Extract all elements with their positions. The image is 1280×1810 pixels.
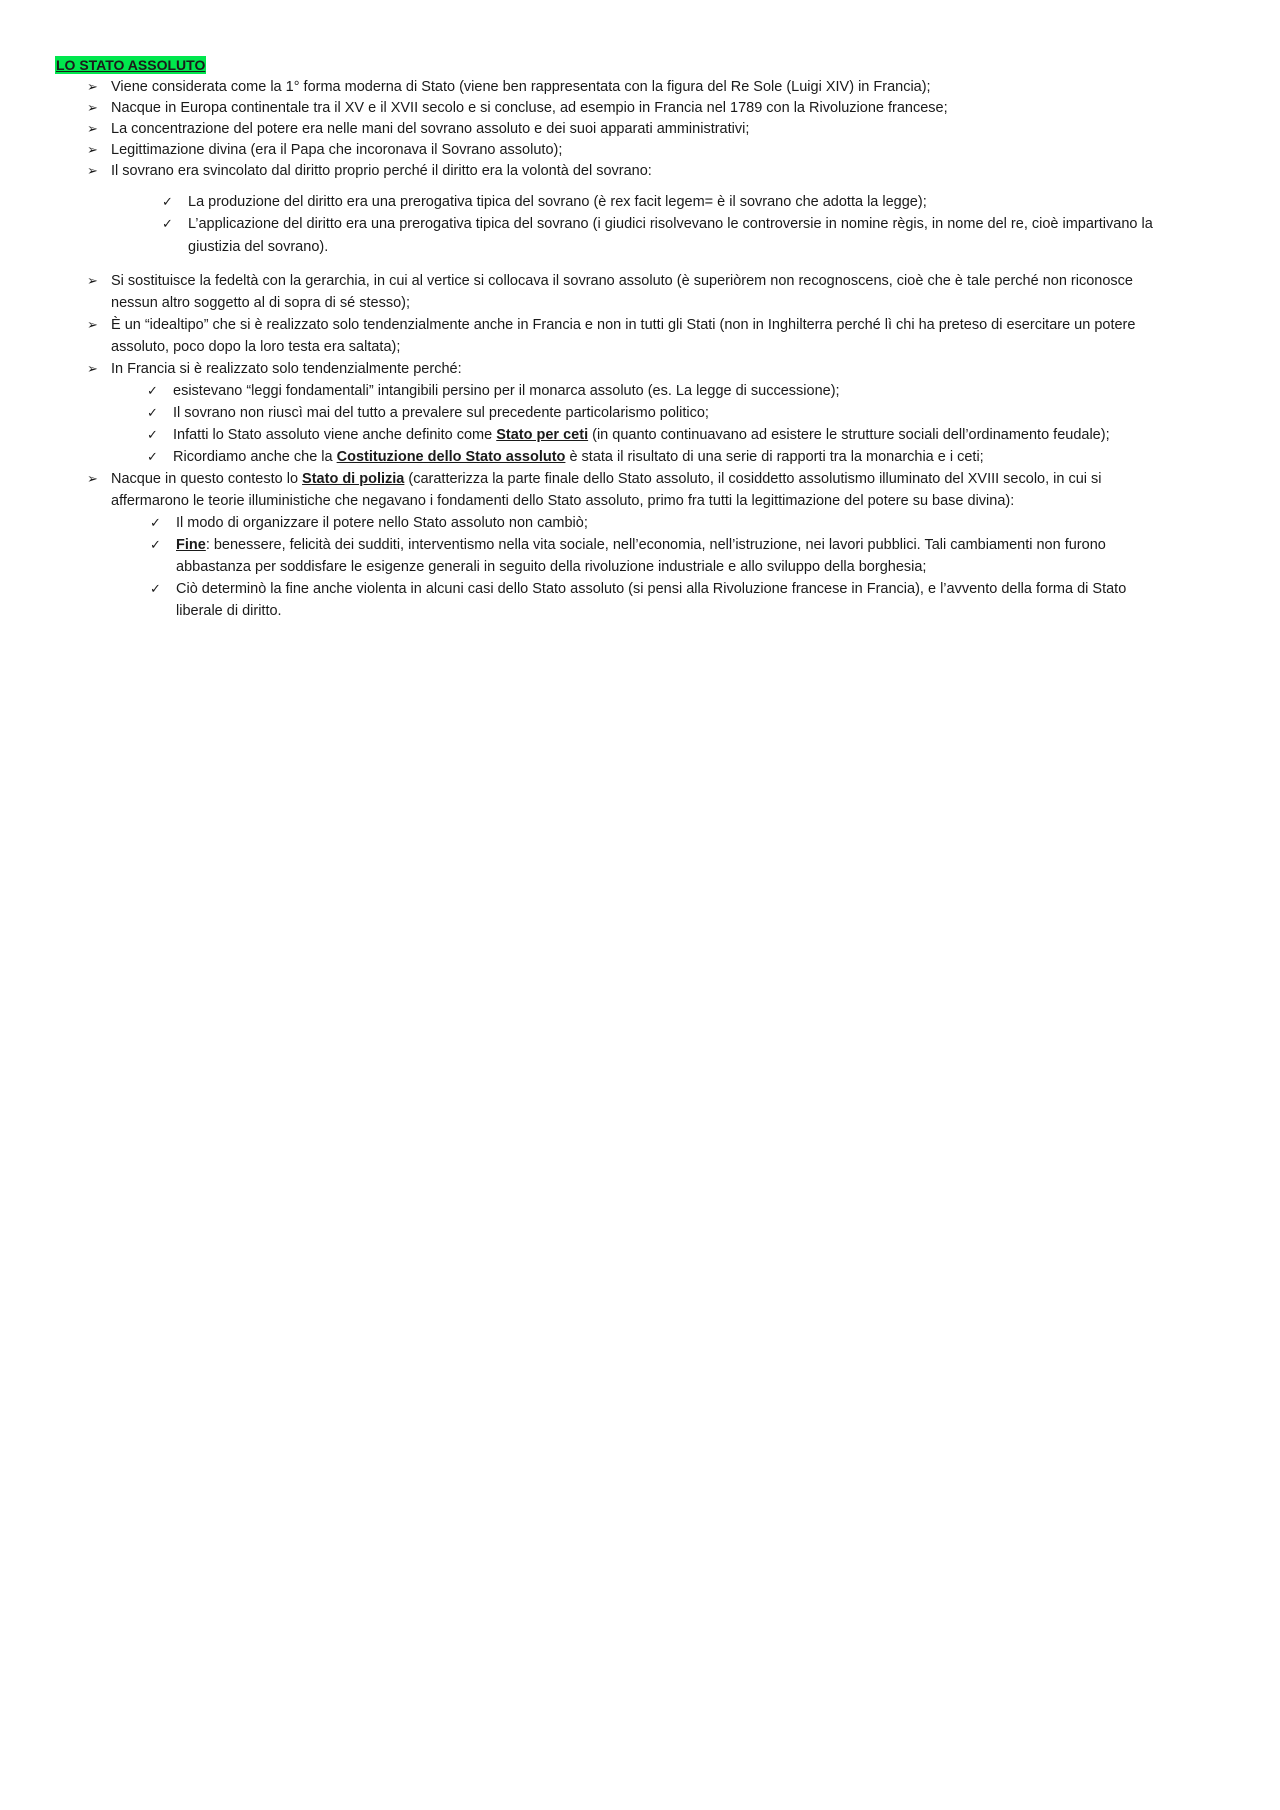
list-item-text: Legittimazione divina (era il Papa che incoronava il Sovrano assoluto); xyxy=(111,142,563,158)
list-item-text: : benessere, felicità dei sudditi, interventismo nella vita sociale, nell’economia, nell’istruzione, nei lavori pubblici. Tali cambiamenti non furono xyxy=(205,537,1106,553)
sub-list-item xyxy=(150,578,1127,600)
list-item xyxy=(87,314,1136,336)
list-item xyxy=(87,97,948,119)
list-item-text: (caratterizza la parte finale dello Stato assoluto, il cosiddetto assolutismo illuminato del XVIII secolo, in cui si xyxy=(404,471,1102,487)
list-item xyxy=(87,358,462,380)
arrow-bullet-icon: ➢ xyxy=(87,142,98,157)
list-item-text: La concentrazione del potere era nelle mani del sovrano assoluto e dei suoi apparati amministrativi; xyxy=(111,121,750,137)
highlight-term-stato-di-polizia: Stato di polizia xyxy=(302,471,405,487)
list-item xyxy=(87,160,652,182)
list-item-text: Il sovrano era svincolato dal diritto proprio perché il diritto era la volontà del sovrano: xyxy=(111,163,652,179)
list-item-text: esistevano “leggi fondamentali” intangibili persino per il monarca assoluto (es. La legge di successione); xyxy=(173,383,840,399)
sub-list-item xyxy=(147,424,1110,446)
sub-list-item xyxy=(150,512,588,534)
sub-list-item xyxy=(162,191,927,213)
list-item-continuation: abbastanza per soddisfare le esigenze generali in seguito della rivoluzione industriale e allo sviluppo della borghesia; xyxy=(176,559,927,575)
check-bullet-icon: ✓ xyxy=(147,383,158,398)
highlight-term-costituzione: Costituzione dello Stato assoluto xyxy=(336,449,566,465)
list-item-text: Si sostituisce la fedeltà con la gerarchia, in cui al vertice si collocava il sovrano assoluto (è superiòrem non recognoscens, cioè che è tale perché non riconosce xyxy=(111,273,1133,289)
arrow-bullet-icon: ➢ xyxy=(87,273,98,288)
list-item-text: Ricordiamo anche che la xyxy=(173,449,337,465)
list-item xyxy=(87,270,1133,292)
check-bullet-icon: ✓ xyxy=(150,581,161,596)
page-title: LO STATO ASSOLUTO xyxy=(56,57,206,73)
list-item-text: Il sovrano non riuscì mai del tutto a prevalere sul precedente particolarismo politico; xyxy=(173,405,709,421)
list-item-text: Ciò determinò la fine anche violenta in alcuni casi dello Stato assoluto (si pensi alla Rivoluzione francese in Francia), e l’avvento della forma di Stato xyxy=(176,581,1127,597)
check-bullet-icon: ✓ xyxy=(150,537,161,552)
list-item-text: Infatti lo Stato assoluto viene anche definito come xyxy=(173,427,497,443)
list-item-text: Viene considerata come la 1° forma moderna di Stato (viene ben rappresentata con la figura del Re Sole (Luigi XIV) in Francia); xyxy=(111,79,931,95)
arrow-bullet-icon: ➢ xyxy=(87,471,98,486)
list-item-text: Nacque in Europa continentale tra il XV e il XVII secolo e si concluse, ad esempio in Francia nel 1789 con la Rivoluzione francese; xyxy=(111,100,948,116)
sub-list-item xyxy=(162,213,1153,235)
list-item-text: Nacque in questo contesto lo xyxy=(111,471,303,487)
sub-list-item xyxy=(147,402,709,424)
list-item-text: è stata il risultato di una serie di rapporti tra la monarchia e i ceti; xyxy=(565,449,984,465)
list-item xyxy=(87,139,563,161)
list-item-text: In Francia si è realizzato solo tendenzialmente perché: xyxy=(111,361,462,377)
list-item-continuation: nessun altro soggetto al di sopra di sé stesso); xyxy=(111,295,411,311)
check-bullet-icon: ✓ xyxy=(147,427,158,442)
sub-list-item xyxy=(147,380,840,402)
list-item-continuation: assoluto, poco dopo la loro testa era saltata); xyxy=(111,339,401,355)
list-item-continuation: liberale di diritto. xyxy=(176,603,282,619)
highlight-term-fine: Fine xyxy=(176,537,206,553)
list-item-text: (in quanto continuavano ad esistere le strutture sociali dell’ordinamento feudale); xyxy=(588,427,1110,443)
arrow-bullet-icon: ➢ xyxy=(87,317,98,332)
check-bullet-icon: ✓ xyxy=(147,405,158,420)
check-bullet-icon: ✓ xyxy=(162,216,173,231)
list-item-text: È un “idealtipo” che si è realizzato solo tendenzialmente anche in Francia e non in tutti gli Stati (non in Inghilterra perché lì chi ha preteso di esercitare un potere xyxy=(111,317,1136,333)
sub-list-item xyxy=(150,534,1106,556)
sub-list-item xyxy=(147,446,984,468)
list-item xyxy=(87,118,750,140)
list-item xyxy=(87,76,931,98)
arrow-bullet-icon: ➢ xyxy=(87,79,98,94)
list-item xyxy=(87,468,1102,490)
list-item-text: L’applicazione del diritto era una prerogativa tipica del sovrano (i giudici risolvevano le controversie in nomine règis, in nome del re, cioè impartivano la xyxy=(188,216,1153,232)
list-item-text: La produzione del diritto era una prerogativa tipica del sovrano (è rex facit legem= è il sovrano che adotta la legge); xyxy=(188,194,927,210)
arrow-bullet-icon: ➢ xyxy=(87,163,98,178)
check-bullet-icon: ✓ xyxy=(162,194,173,209)
check-bullet-icon: ✓ xyxy=(150,515,161,530)
list-item-continuation: giustizia del sovrano). xyxy=(188,239,329,255)
check-bullet-icon: ✓ xyxy=(147,449,158,464)
list-item-text: Il modo di organizzare il potere nello Stato assoluto non cambiò; xyxy=(176,515,588,531)
list-item-continuation: affermarono le teorie illuministiche che negavano i fondamenti dello Stato assoluto, primo fra tutti la legittimazione del potere su base divina): xyxy=(111,493,1015,509)
arrow-bullet-icon: ➢ xyxy=(87,121,98,136)
arrow-bullet-icon: ➢ xyxy=(87,100,98,115)
arrow-bullet-icon: ➢ xyxy=(87,361,98,376)
highlight-term-stato-per-ceti: Stato per ceti xyxy=(496,427,589,443)
